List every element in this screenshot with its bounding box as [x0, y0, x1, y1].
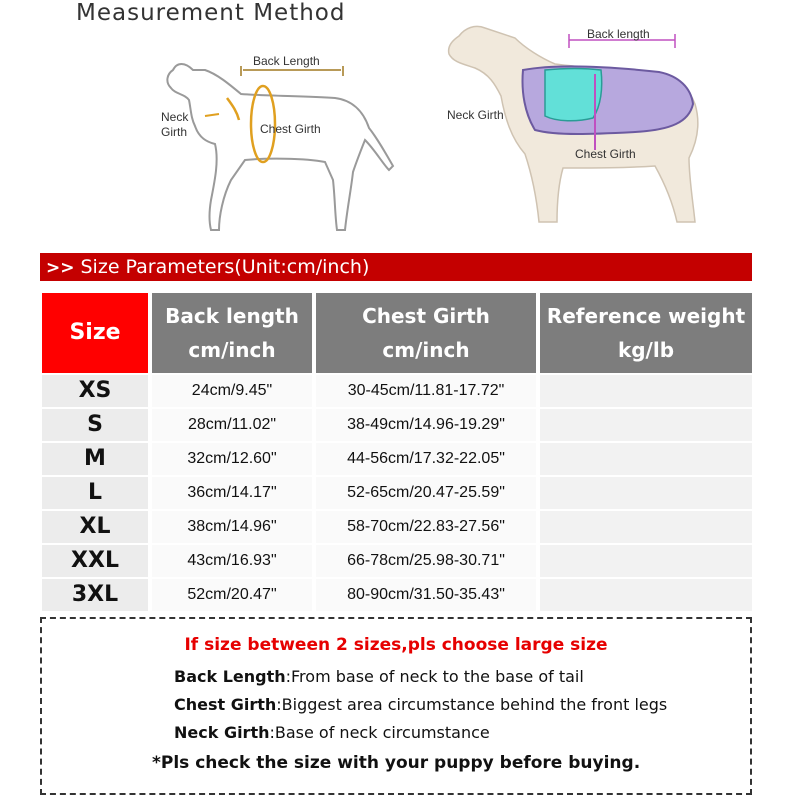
banner-text: Size Parameters(Unit:cm/inch) — [80, 256, 370, 278]
table-row — [40, 511, 753, 543]
back-length-cell: 38cm/14.96" — [152, 511, 312, 543]
back-length-cell: 36cm/14.17" — [152, 477, 312, 509]
header-chest-girth: Chest Girth cm/inch — [316, 293, 536, 373]
back-length-cell: 28cm/11.02" — [152, 409, 312, 441]
size-cell: S — [42, 409, 148, 441]
check-size-note: *Pls check the size with your puppy before buying. — [152, 753, 641, 773]
header-back-length: Back length cm/inch — [152, 293, 312, 373]
table-row — [40, 375, 753, 407]
size-parameters-banner — [40, 253, 752, 281]
header-reference-weight: Reference weight kg/lb — [540, 293, 752, 373]
table-row — [40, 477, 753, 509]
header-size: Size — [42, 293, 148, 373]
weight-cell — [540, 375, 752, 407]
back-length-label-right: Back length — [587, 27, 650, 41]
neck-girth-note: Neck Girth:Base of neck circumstance — [174, 723, 490, 742]
back-length-note: Back Length:From base of neck to the base of tail — [174, 667, 584, 686]
chest-girth-cell: 52-65cm/20.47-25.59" — [316, 477, 536, 509]
chest-girth-note: Chest Girth:Biggest area circumstance behind the front legs — [174, 695, 668, 714]
size-cell: XL — [42, 511, 148, 543]
double-arrow-icon: >> — [46, 258, 75, 278]
weight-cell — [540, 409, 752, 441]
weight-cell — [540, 511, 752, 543]
chest-girth-label: Chest Girth — [260, 122, 321, 136]
dog-outline-illustration — [155, 40, 405, 240]
page-title: Measurement Method — [76, 0, 346, 26]
size-cell: M — [42, 443, 148, 475]
size-warning: If size between 2 sizes,pls choose large size — [184, 635, 608, 655]
table-row — [40, 579, 753, 611]
back-length-cell: 32cm/12.60" — [152, 443, 312, 475]
size-cell: 3XL — [42, 579, 148, 611]
table-row — [40, 443, 753, 475]
weight-cell — [540, 443, 752, 475]
table-row — [40, 545, 753, 577]
size-cell: XS — [42, 375, 148, 407]
chest-girth-cell: 44-56cm/17.32-22.05" — [316, 443, 536, 475]
back-length-cell: 52cm/20.47" — [152, 579, 312, 611]
chest-girth-label-right: Chest Girth — [575, 147, 636, 161]
dog-outline-icon — [155, 40, 405, 240]
chest-girth-cell: 30-45cm/11.81-17.72" — [316, 375, 536, 407]
weight-cell — [540, 477, 752, 509]
back-length-label: Back Length — [253, 54, 320, 68]
table-row — [40, 409, 753, 441]
dog-with-vest-icon — [445, 18, 735, 228]
size-cell: L — [42, 477, 148, 509]
chest-girth-cell: 66-78cm/25.98-30.71" — [316, 545, 536, 577]
chest-girth-cell: 58-70cm/22.83-27.56" — [316, 511, 536, 543]
neck-girth-label-right: Neck Girth — [447, 108, 504, 122]
dog-photo-illustration — [445, 18, 735, 228]
neck-girth-label-line2: Girth — [161, 125, 188, 139]
weight-cell — [540, 579, 752, 611]
back-length-cell: 24cm/9.45" — [152, 375, 312, 407]
weight-cell — [540, 545, 752, 577]
size-notes-box — [40, 617, 752, 795]
chest-girth-cell: 80-90cm/31.50-35.43" — [316, 579, 536, 611]
neck-girth-label-line1: Neck — [161, 110, 189, 124]
size-cell: XXL — [42, 545, 148, 577]
chest-girth-cell: 38-49cm/14.96-19.29" — [316, 409, 536, 441]
back-length-cell: 43cm/16.93" — [152, 545, 312, 577]
